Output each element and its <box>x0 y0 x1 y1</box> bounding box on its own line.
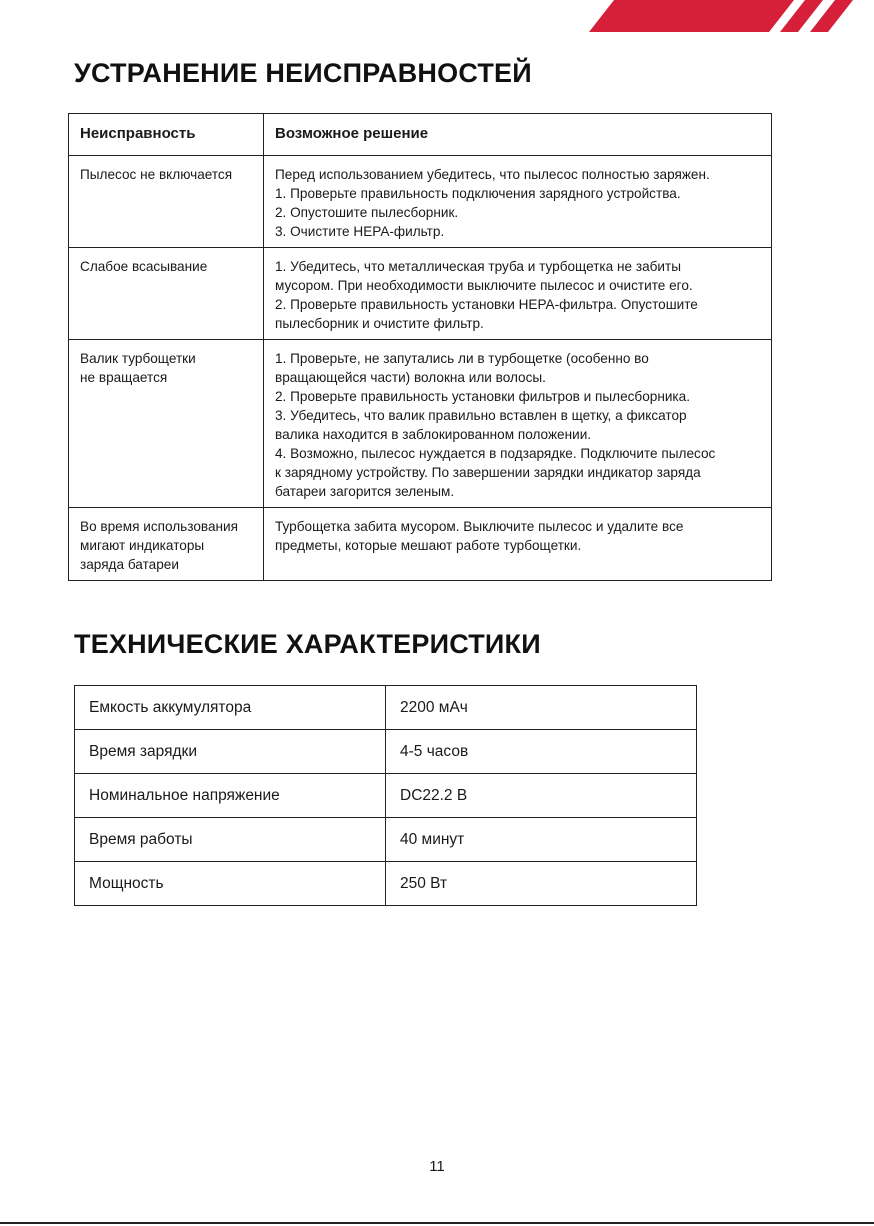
troubleshooting-body <box>69 156 772 581</box>
problem-line: Пылесос не включается <box>80 167 233 182</box>
spec-param: Номинальное напряжение <box>75 774 386 818</box>
solution-line: Перед использованием убедитесь, что пылесос полностью заряжен. <box>275 167 710 182</box>
spec-value: 2200 мАч <box>386 686 697 730</box>
problem-cell <box>69 340 264 508</box>
accent-stripe-main <box>589 0 794 32</box>
problem-line: заряда батареи <box>80 557 179 572</box>
solution-line: 4. Возможно, пылесос нуждается в подзарядке. Подключите пылесос <box>275 446 716 461</box>
spec-row <box>75 730 697 774</box>
solution-line: валика находится в заблокированном положении. <box>275 427 592 442</box>
spec-param: Емкость аккумулятора <box>75 686 386 730</box>
spec-param: Мощность <box>75 862 386 906</box>
solution-cell <box>264 340 772 508</box>
spec-row <box>75 862 697 906</box>
spec-row <box>75 686 697 730</box>
solution-line: вращающейся части) волокна или волосы. <box>275 370 546 385</box>
specifications-title: ТЕХНИЧЕСКИЕ ХАРАКТЕРИСТИКИ <box>74 629 541 659</box>
troubleshooting-header-row <box>69 114 772 156</box>
table-row <box>69 156 772 248</box>
problem-cell <box>69 508 264 581</box>
problem-cell <box>69 156 264 248</box>
troubleshooting-table <box>68 113 772 581</box>
solution-cell <box>264 248 772 340</box>
solution-line: 2. Проверьте правильность установки фильтров и пылесборника. <box>275 389 691 404</box>
spec-value: 4-5 часов <box>386 730 697 774</box>
solution-line: 2. Опустошите пылесборник. <box>275 205 459 220</box>
header-accent-stripes <box>474 0 874 32</box>
troubleshooting-title: УСТРАНЕНИЕ НЕИСПРАВНОСТЕЙ <box>74 58 532 88</box>
spec-param: Время зарядки <box>75 730 386 774</box>
problem-line: Во время использования <box>80 519 238 534</box>
solution-cell <box>264 508 772 581</box>
problem-line: не вращается <box>80 370 168 385</box>
specifications-table <box>74 685 697 906</box>
table-row <box>69 248 772 340</box>
problem-line: мигают индикаторы <box>80 538 205 553</box>
solution-line: 3. Убедитесь, что валик правильно вставлен в щетку, а фиксатор <box>275 408 687 423</box>
solution-line: к зарядному устройству. По завершении зарядки индикатор заряда <box>275 465 701 480</box>
spec-row <box>75 774 697 818</box>
table-row <box>69 340 772 508</box>
spec-value: DC22.2 В <box>386 774 697 818</box>
spec-value: 40 минут <box>386 818 697 862</box>
problem-cell <box>69 248 264 340</box>
header-solution: Возможное решение <box>264 114 772 156</box>
solution-line: пылесборник и очистите фильтр. <box>275 316 484 331</box>
header-problem: Неисправность <box>69 114 264 156</box>
problem-line: Слабое всасывание <box>80 259 208 274</box>
solution-line: 1. Проверьте, не запутались ли в турбощетке (особенно во <box>275 351 649 366</box>
spec-value: 250 Вт <box>386 862 697 906</box>
spec-row <box>75 818 697 862</box>
solution-cell <box>264 156 772 248</box>
solution-line: 1. Проверьте правильность подключения зарядного устройства. <box>275 186 681 201</box>
solution-line: Турбощетка забита мусором. Выключите пылесос и удалите все <box>275 519 684 534</box>
page-number: 11 <box>429 1158 445 1175</box>
table-row <box>69 508 772 581</box>
solution-line: мусором. При необходимости выключите пылесос и очистите его. <box>275 278 693 293</box>
solution-line: батареи загорится зеленым. <box>275 484 455 499</box>
spec-param: Время работы <box>75 818 386 862</box>
solution-line: 1. Убедитесь, что металлическая труба и турбощетка не забиты <box>275 259 682 274</box>
solution-line: 3. Очистите HEPA-фильтр. <box>275 224 445 239</box>
solution-line: 2. Проверьте правильность установки HEPA-фильтра. Опустошите <box>275 297 698 312</box>
problem-line: Валик турбощетки <box>80 351 196 366</box>
bottom-rule <box>0 1222 874 1224</box>
solution-line: предметы, которые мешают работе турбощетки. <box>275 538 582 553</box>
specifications-body <box>75 686 697 906</box>
